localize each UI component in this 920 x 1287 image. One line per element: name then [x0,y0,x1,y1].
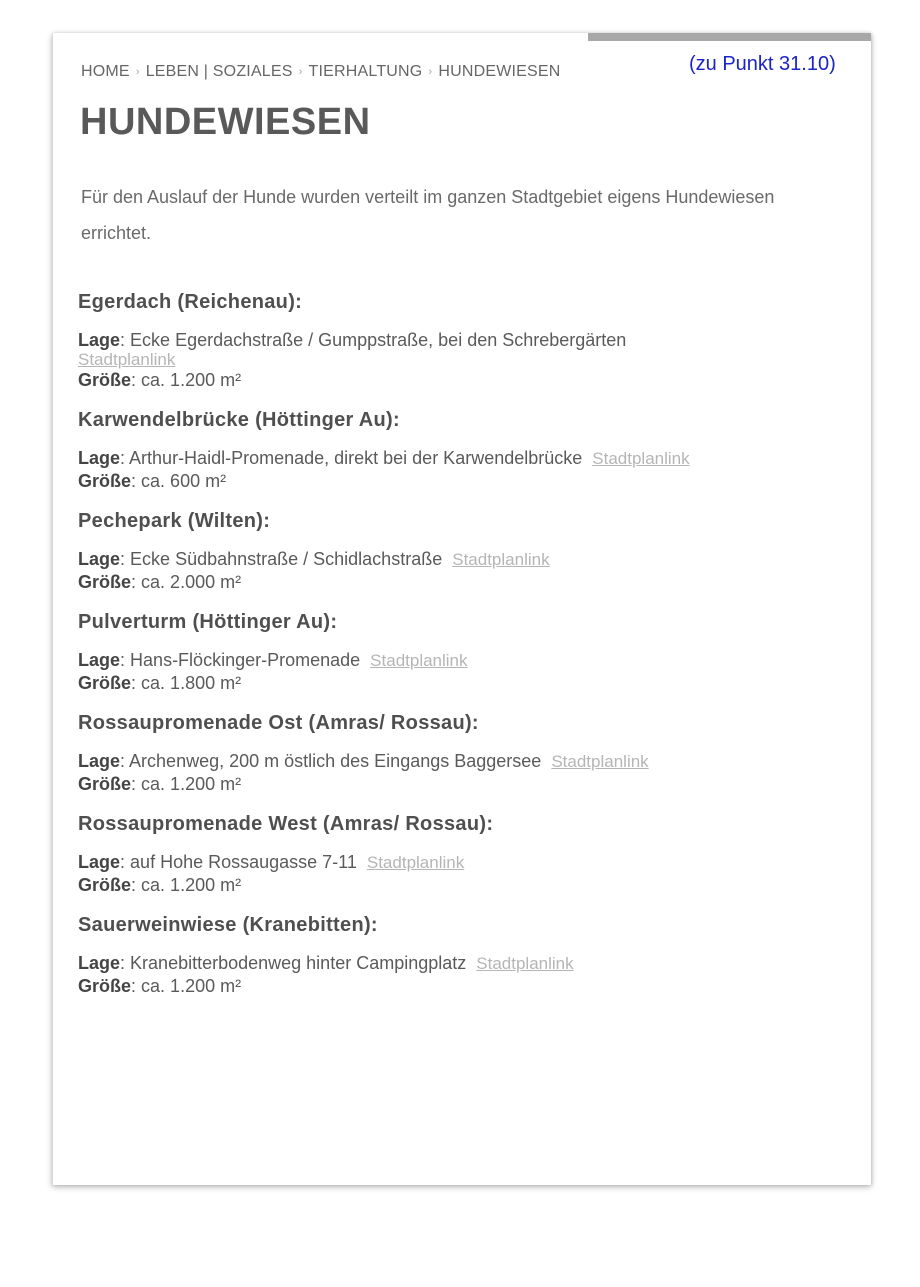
meadow-title: Pechepark (Wilten): [78,510,271,532]
colon: : [131,471,137,491]
breadcrumb-separator-icon: › [298,66,303,78]
meadow-size-line [78,975,848,997]
map-link[interactable]: Stadtplanlink [78,350,176,369]
location-value: auf Hohe Rossaugasse 7-11 [130,852,357,872]
size-value: ca. 1.800 m² [141,673,242,693]
location-value: Kranebitterbodenweg hinter Campingplatz [130,953,467,973]
breadcrumb-item-hundewiesen[interactable]: HUNDEWIESEN [438,63,561,80]
colon: : [131,875,137,895]
meadow-location-line [78,548,848,571]
location-label: Lage [78,448,121,468]
meadow-size-line [78,672,848,694]
meadow-size-line [78,874,848,896]
location-label: Lage [78,953,121,973]
meadow-title: Rossaupromenade West (Amras/ Rossau): [78,813,494,835]
colon: : [131,976,137,996]
meadow-rossaupromenade-west [78,813,848,896]
breadcrumb-item-tierhaltung[interactable]: TIERHALTUNG [308,63,423,80]
meadow-sauerweinwiese [78,914,848,997]
meadow-egerdach [78,291,848,391]
meadow-title: Sauerweinwiese (Kranebitten): [78,914,378,936]
meadow-title: Rossaupromenade Ost (Amras/ Rossau): [78,712,479,734]
size-label: Größe [78,673,132,693]
meadow-pulverturm [78,611,848,694]
size-value: ca. 1.200 m² [141,370,242,390]
breadcrumb-item-leben-soziales[interactable]: LEBEN | SOZIALES [145,63,293,80]
map-link[interactable]: Stadtplanlink [452,550,550,569]
meadow-size-line [78,470,848,492]
breadcrumb-separator-icon: › [135,66,140,78]
map-link[interactable]: Stadtplanlink [551,752,649,771]
meadow-list [78,291,848,1015]
location-label: Lage [78,330,121,350]
meadow-location-line [78,851,848,874]
colon: : [120,953,126,973]
size-value: ca. 600 m² [141,471,227,491]
meadow-rossaupromenade-ost [78,712,848,795]
location-label: Lage [78,751,121,771]
location-value: Ecke Egerdachstraße / Gumppstraße, bei den Schrebergärten [130,330,627,350]
colon: : [120,650,126,670]
meadow-location-line [78,952,848,975]
meadow-size-line [78,369,848,391]
size-value: ca. 1.200 m² [141,774,242,794]
map-link[interactable]: Stadtplanlink [476,954,574,973]
colon: : [120,549,126,569]
size-value: ca. 1.200 m² [141,875,242,895]
meadow-karwendelbruecke [78,409,848,492]
location-value: Ecke Südbahnstraße / Schidlachstraße [130,549,443,569]
location-label: Lage [78,650,121,670]
size-value: ca. 2.000 m² [141,572,242,592]
meadow-size-line [78,773,848,795]
meadow-location-line [78,750,848,773]
size-label: Größe [78,976,132,996]
meadow-title: Egerdach (Reichenau): [78,291,303,313]
map-link[interactable]: Stadtplanlink [366,853,465,872]
map-link[interactable]: Stadtplanlink [370,651,468,670]
meadow-title: Pulverturm (Höttinger Au): [78,611,338,633]
location-label: Lage [78,852,121,872]
size-label: Größe [78,572,132,592]
colon: : [120,448,126,468]
breadcrumb-item-home[interactable]: HOME [81,63,130,80]
colon: : [131,572,137,592]
meadow-location-line [78,447,848,470]
map-link[interactable]: Stadtplanlink [592,449,690,468]
location-value: Hans-Flöckinger-Promenade [130,650,361,670]
size-label: Größe [78,774,132,794]
page-title: HUNDEWIESEN [80,101,371,143]
location-label: Lage [78,549,121,569]
meadow-pechepark [78,510,848,593]
top-gray-bar [588,33,871,41]
location-value: Arthur-Haidl-Promenade, direkt bei der Karwendelbrücke [129,448,583,468]
annotation-note: (zu Punkt 31.10) [689,53,836,75]
meadow-location-line [78,649,848,672]
meadow-title: Karwendelbrücke (Höttinger Au): [78,409,400,431]
colon: : [120,330,126,350]
size-label: Größe [78,471,132,491]
size-label: Größe [78,875,132,895]
size-label: Größe [78,370,132,390]
size-value: ca. 1.200 m² [141,976,242,996]
intro-text: Für den Auslauf der Hunde wurden verteilt im ganzen Stadtgebiet eigens Hundewiesen errichtet. [81,187,775,243]
meadow-location-line [78,329,848,369]
meadow-size-line [78,571,848,593]
colon: : [131,673,137,693]
colon: : [131,370,137,390]
breadcrumb [81,63,561,81]
location-value: Archenweg, 200 m östlich des Eingangs Baggersee [129,751,542,771]
document-page [52,33,871,1185]
breadcrumb-separator-icon: › [428,66,433,78]
colon: : [120,852,126,872]
colon: : [131,774,137,794]
colon: : [120,751,126,771]
